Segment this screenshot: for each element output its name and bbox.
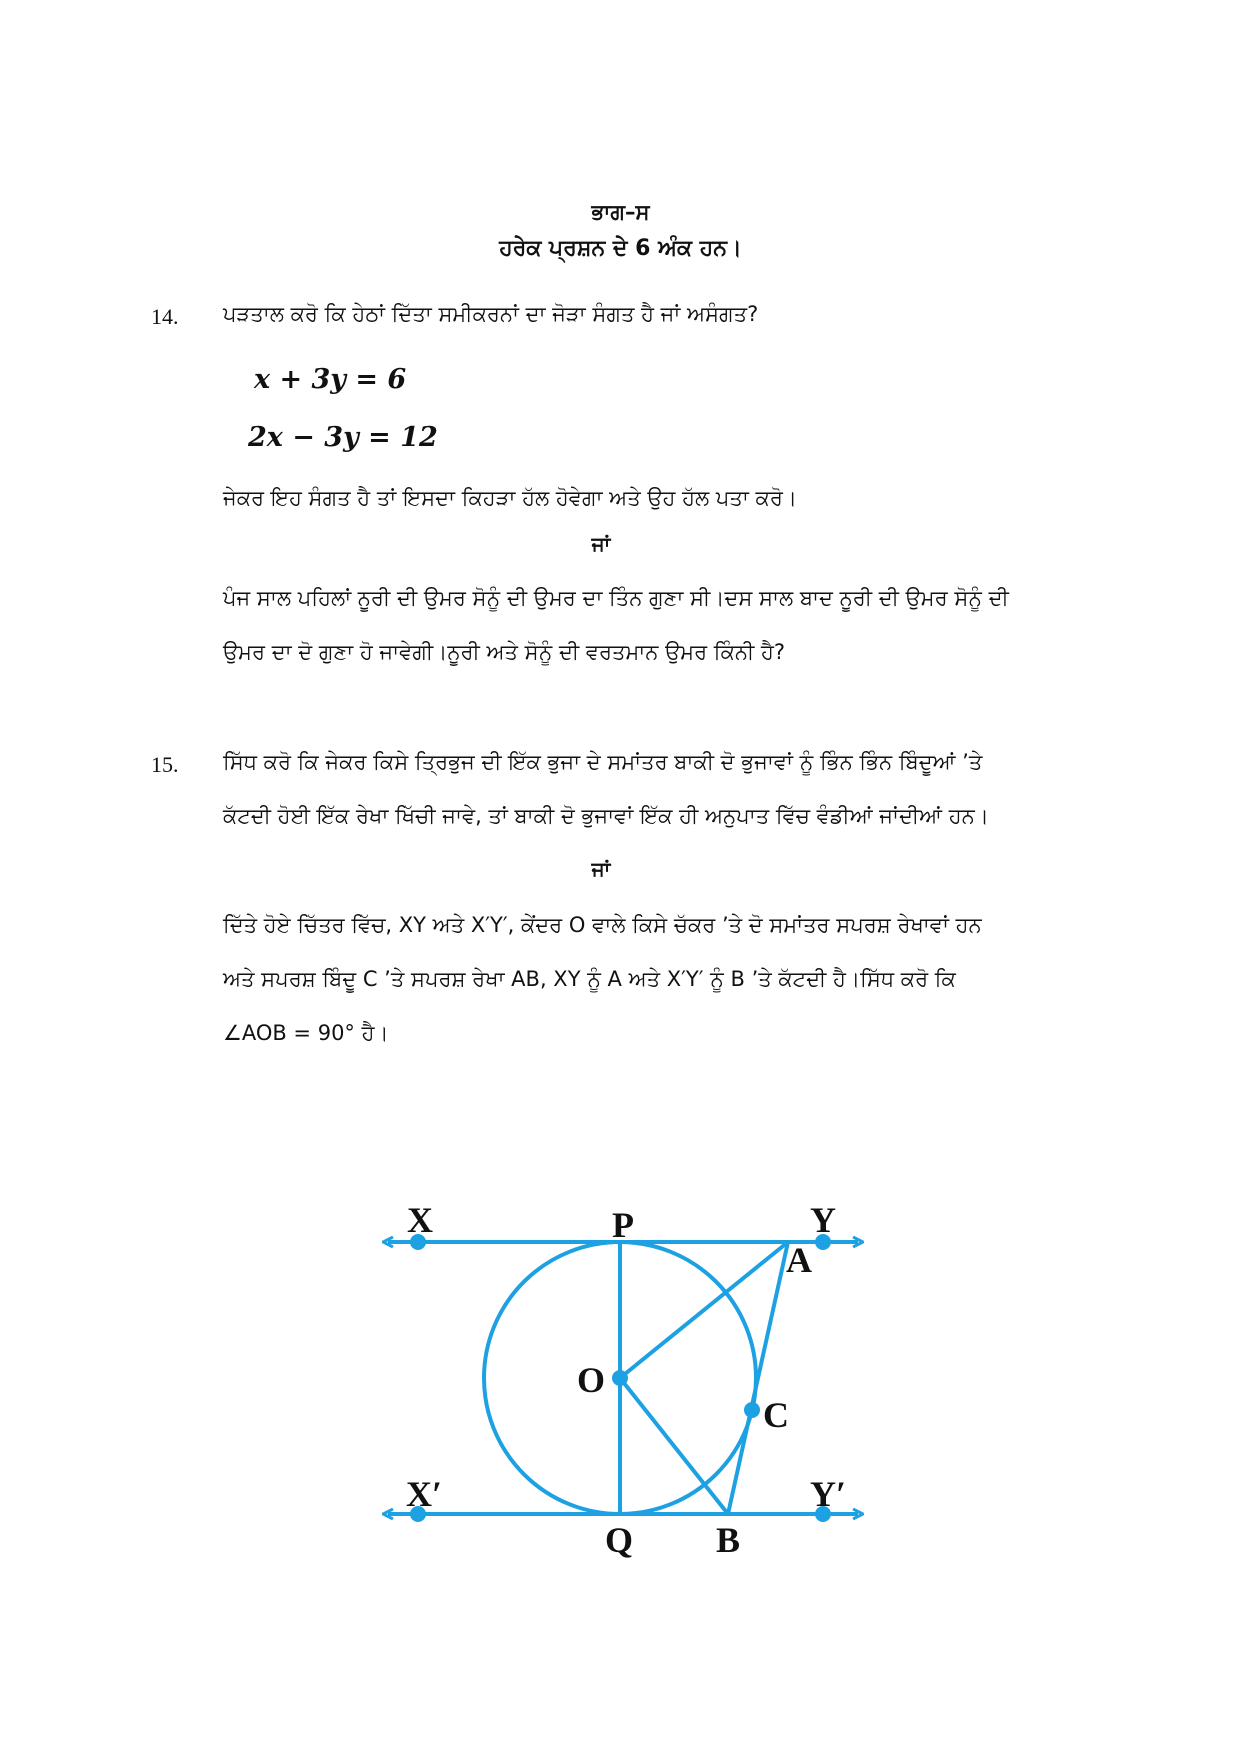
question-14-instruction: ਜੇਕਰ ਇਹ ਸੰਗਤ ਹੈ ਤਾਂ ਇਸਦਾ ਕਿਹੜਾ ਹੱਲ ਹੋਵੇਗਾ ਅਤੇ ਉਹ ਹੱਲ ਪਤਾ ਕਰੋ। (223, 486, 798, 510)
section-title: ਭਾਗ–ਸ (591, 200, 650, 224)
label-x: X (407, 1200, 433, 1240)
equation-1: x + 3y = 6 (254, 364, 407, 395)
question-14-text: ਪੜਤਾਲ ਕਰੋ ਕਿ ਹੇਠਾਂ ਦਿੱਤਾ ਸਮੀਕਰਨਾਂ ਦਾ ਜੋੜਾ ਸੰਗਤ ਹੈ ਜਾਂ ਅਸੰਗਤ? (223, 302, 759, 326)
label-c: C (763, 1395, 789, 1435)
point-c (744, 1402, 760, 1418)
label-y: Y (810, 1200, 836, 1240)
marks-note: ਹਰੇਕ ਪ੍ਰਸ਼ਨ ਦੇ 6 ਅੰਕ ਹਨ। (499, 236, 742, 261)
or-divider-14: ਜਾਂ (591, 532, 611, 556)
question-15-alt-line-2: ਅਤੇ ਸਪਰਸ਼ ਬਿੰਦੂ C ’ਤੇ ਸਪਰਸ਼ ਰੇਖਾ AB, XY ਨੂੰ A ਅਤੇ X′Y′ ਨੂੰ B ’ਤੇ ਕੱਟਦੀ ਹੈ।ਸਿੱਧ ਕਰੋ ਕਿ (223, 967, 956, 991)
question-15-text-1: ਸਿੱਧ ਕਰੋ ਕਿ ਜੇਕਰ ਕਿਸੇ ਤ੍ਰਿਭੁਜ ਦੀ ਇੱਕ ਭੁਜਾ ਦੇ ਸਮਾਂਤਰ ਬਾਕੀ ਦੋ ਭੁਜਾਵਾਂ ਨੂੰ ਭਿੰਨ ਭਿੰਨ ਬਿੰਦੂਆਂ ’ਤੇ (223, 750, 983, 774)
segment-ob (620, 1378, 728, 1514)
question-15-alt-line-3: ∠AOB = 90° ਹੈ। (223, 1021, 389, 1045)
question-15-alt-line-1: ਦਿੱਤੇ ਹੋਏ ਚਿੱਤਰ ਵਿੱਚ, XY ਅਤੇ X′Y′, ਕੇਂਦਰ O ਵਾਲੇ ਕਿਸੇ ਚੱਕਰ ’ਤੇ ਦੋ ਸਮਾਂਤਰ ਸਪਰਸ਼ ਰੇਖਾਵਾਂ ਹਨ (223, 913, 982, 937)
label-p: P (612, 1205, 634, 1245)
or-divider-15: ਜਾਂ (591, 857, 611, 881)
question-14-alt-line-2: ਉਮਰ ਦਾ ਦੋ ਗੁਣਾ ਹੋ ਜਾਵੇਗੀ।ਨੂਰੀ ਅਤੇ ਸੋਨੂੰ ਦੀ ਵਰਤਮਾਨ ਉਮਰ ਕਿੰਨੀ ਹੈ? (223, 640, 786, 664)
label-b: B (716, 1520, 741, 1560)
question-14-alt-line-1: ਪੰਜ ਸਾਲ ਪਹਿਲਾਂ ਨੂਰੀ ਦੀ ਉਮਰ ਸੋਨੂੰ ਦੀ ਉਮਰ ਦਾ ਤਿੰਨ ਗੁਣਾ ਸੀ।ਦਸ ਸਾਲ ਬਾਦ ਨੂਰੀ ਦੀ ਉਮਰ ਸੋਨੂੰ ਦੀ (223, 586, 1009, 610)
question-15-text-2: ਕੱਟਦੀ ਹੋਈ ਇੱਕ ਰੇਖਾ ਖਿੱਚੀ ਜਾਵੇ, ਤਾਂ ਬਾਕੀ ਦੋ ਭੁਜਾਵਾਂ ਇੱਕ ਹੀ ਅਨੁਪਾਤ ਵਿੱਚ ਵੰਡੀਆਂ ਜਾਂਦੀਆਂ ਹਨ। (223, 804, 989, 828)
label-y-prime: Y′ (810, 1474, 847, 1514)
label-a: A (786, 1240, 812, 1280)
point-o (612, 1370, 628, 1386)
label-o: O (577, 1360, 606, 1400)
label-x-prime: X′ (406, 1474, 443, 1514)
label-q: Q (605, 1520, 634, 1560)
question-14-number: 14. (151, 304, 179, 329)
equation-2: 2x − 3y = 12 (248, 422, 438, 453)
question-15-number: 15. (151, 752, 179, 777)
